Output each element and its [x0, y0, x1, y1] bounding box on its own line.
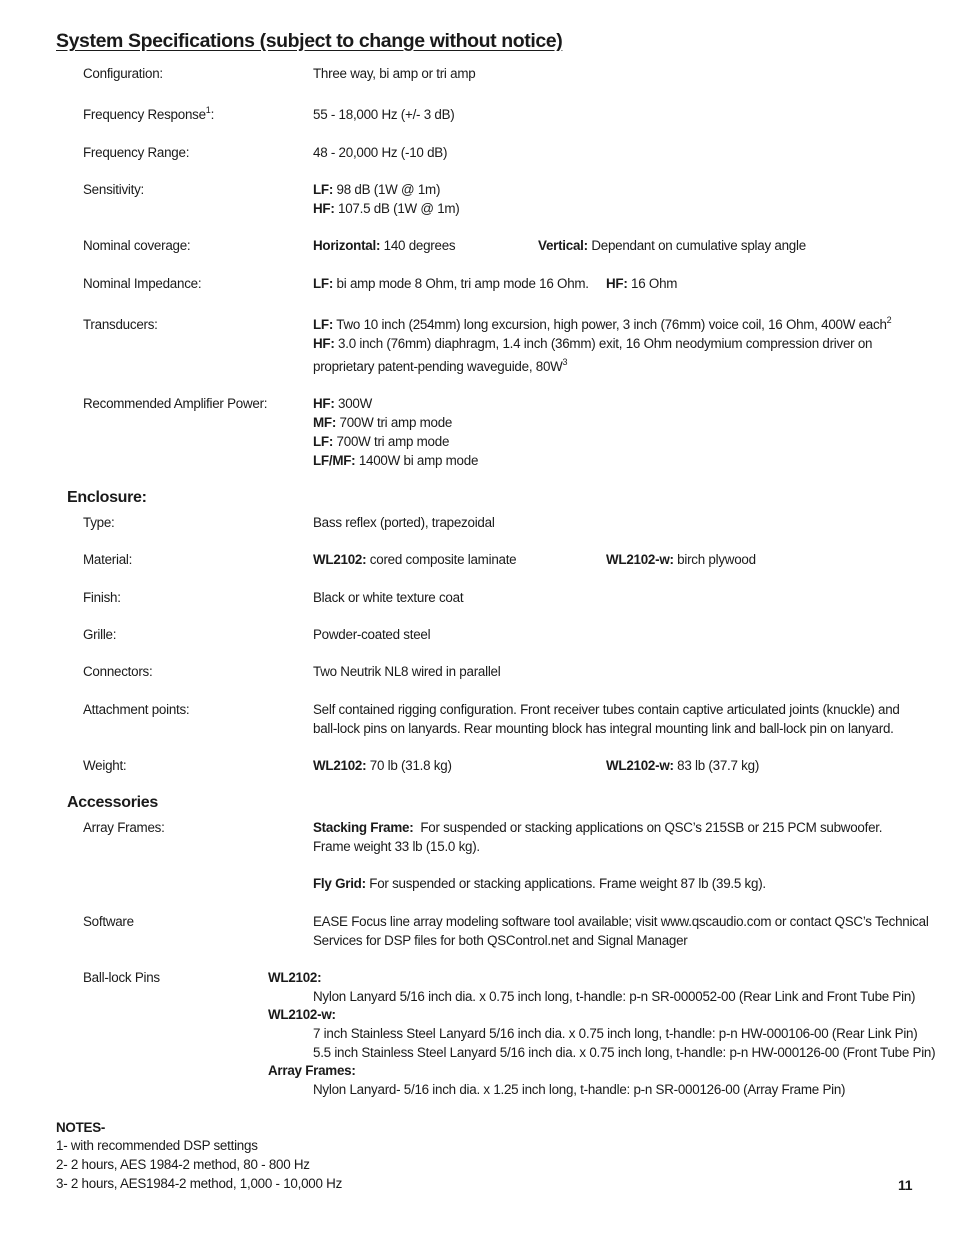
type-label: Type:: [83, 515, 115, 530]
frequency-range-value: 48 - 20,000 Hz (-10 dB): [313, 145, 448, 160]
ball-lock-label: Ball-lock Pins: [83, 970, 160, 985]
page-number: 11: [898, 1177, 913, 1193]
frequency-response-value: 55 - 18,000 Hz (+/- 3 dB): [313, 107, 455, 122]
type-value: Bass reflex (ported), trapezoidal: [313, 515, 495, 530]
stacking-frame: Stacking Frame: For suspended or stacking applications on QSC’s 215SB or 215 PCM subwoofer. Frame weight 33 lb (15.0 kg).: [313, 820, 883, 854]
software-label: Software: [83, 914, 134, 929]
software-value: EASE Focus line array modeling software tool available; visit www.qscaudio.com or contact QSC’s Technical Services for DSP files for both QSControl.net and Signal Manager: [313, 914, 929, 948]
coverage-horizontal: Horizontal: 140 degrees: [313, 238, 456, 253]
attachment-label: Attachment points:: [83, 702, 190, 717]
ball-lock-wl2102-key: WL2102:: [268, 970, 322, 985]
coverage-label: Nominal coverage:: [83, 238, 191, 253]
impedance-lf: LF: bi amp mode 8 Ohm, tri amp mode 16 Ohm.: [313, 276, 589, 291]
material-label: Material:: [83, 552, 133, 567]
fly-grid: Fly Grid: For suspended or stacking applications. Frame weight 87 lb (39.5 kg).: [313, 876, 766, 891]
array-frames-label: Array Frames:: [83, 820, 165, 835]
footnote-ref: 1: [205, 105, 211, 115]
ball-lock-wl2102-line: Nylon Lanyard 5/16 inch dia. x 0.75 inch long, t-handle: p-n SR-000052-00 (Rear Link and Front Tube Pin): [313, 989, 916, 1004]
accessories-heading: Accessories: [67, 794, 158, 811]
ball-lock-frames-key: Array Frames:: [268, 1063, 356, 1078]
weight-label: Weight:: [83, 758, 127, 773]
impedance-label: Nominal Impedance:: [83, 276, 202, 291]
impedance-hf: HF: 16 Ohm: [606, 276, 678, 291]
transducers-hf-cont: proprietary patent-pending waveguide, $80W^3$: [313, 357, 568, 374]
frequency-response-label: Frequency Response$^1$:: [83, 105, 215, 122]
transducers-label: Transducers:: [83, 317, 158, 332]
ball-lock-wl2102w-line2: 5.5 inch Stainless Steel Lanyard 5/16 inch dia. x 0.75 inch long, t-handle: p-n HW-000126-00 (Front Tube Pin): [313, 1045, 936, 1060]
material-wl2102w: WL2102-w: birch plywood: [606, 552, 756, 567]
ball-lock-wl2102w-line1: 7 inch Stainless Steel Lanyard 5/16 inch dia. x 0.75 inch long, t-handle: p-n HW-000106-00 (Rear Link Pin): [313, 1026, 918, 1041]
page-title: System Specifications (subject to change without notice): [56, 30, 563, 52]
grille-value: Powder-coated steel: [313, 627, 431, 642]
ball-lock-frames-line: Nylon Lanyard- 5/16 inch dia. x 1.25 inch long, t-handle: p-n SR-000126-00 (Array Frame Pin): [313, 1082, 846, 1097]
attachment-value: Self contained rigging configuration. Front receiver tubes contain captive articulated joints (knuckle) and ball-lock pins on lanyards. Rear mounting block has integral mounting link and ball-lock pin on lanyard.: [313, 702, 900, 736]
coverage-vertical: Vertical: Dependant on cumulative splay angle: [538, 238, 806, 253]
transducers-hf: HF: 3.0 inch (76mm) diaphragm, 1.4 inch (36mm) exit, 16 Ohm neodymium compression driver on: [313, 336, 873, 351]
weight-wl2102: WL2102: 70 lb (31.8 kg): [313, 758, 452, 773]
finish-value: Black or white texture coat: [313, 590, 464, 605]
note-item: 1- with recommended DSP settings: [56, 1138, 258, 1153]
configuration-label: Configuration:: [83, 66, 163, 81]
ball-lock-wl2102w-key: WL2102-w:: [268, 1007, 336, 1022]
weight-wl2102w: WL2102-w: 83 lb (37.7 kg): [606, 758, 760, 773]
finish-label: Finish:: [83, 590, 121, 605]
connectors-value: Two Neutrik NL8 wired in parallel: [313, 664, 501, 679]
amplifier-power-label: Recommended Amplifier Power:: [83, 396, 268, 411]
material-wl2102: WL2102: cored composite laminate: [313, 552, 517, 567]
notes-heading: NOTES-: [56, 1120, 106, 1135]
enclosure-heading: Enclosure:: [67, 489, 147, 506]
note-item: 2- 2 hours, AES 1984-2 method, 80 - 800 Hz: [56, 1157, 310, 1172]
note-item: 3- 2 hours, AES1984-2 method, 1,000 - 10,000 Hz: [56, 1176, 343, 1191]
configuration-value: Three way, bi amp or tri amp: [313, 66, 476, 81]
frequency-range-label: Frequency Range:: [83, 145, 190, 160]
connectors-label: Connectors:: [83, 664, 153, 679]
sensitivity-value: LF: 98 dB (1W @ 1m) HF: 107.5 dB (1W @ 1m): [313, 182, 460, 216]
sensitivity-label: Sensitivity:: [83, 182, 144, 197]
transducers-lf: LF: Two 10 inch (254mm) long excursion, high power, 3 inch (76mm) voice coil, 16 Ohm, 400W each$^2$: [313, 315, 892, 332]
amplifier-power-values: HF: 300W MF: 700W tri amp mode LF: 700W tri amp mode LF/MF: 1400W bi amp mode: [313, 396, 479, 468]
grille-label: Grille:: [83, 627, 117, 642]
